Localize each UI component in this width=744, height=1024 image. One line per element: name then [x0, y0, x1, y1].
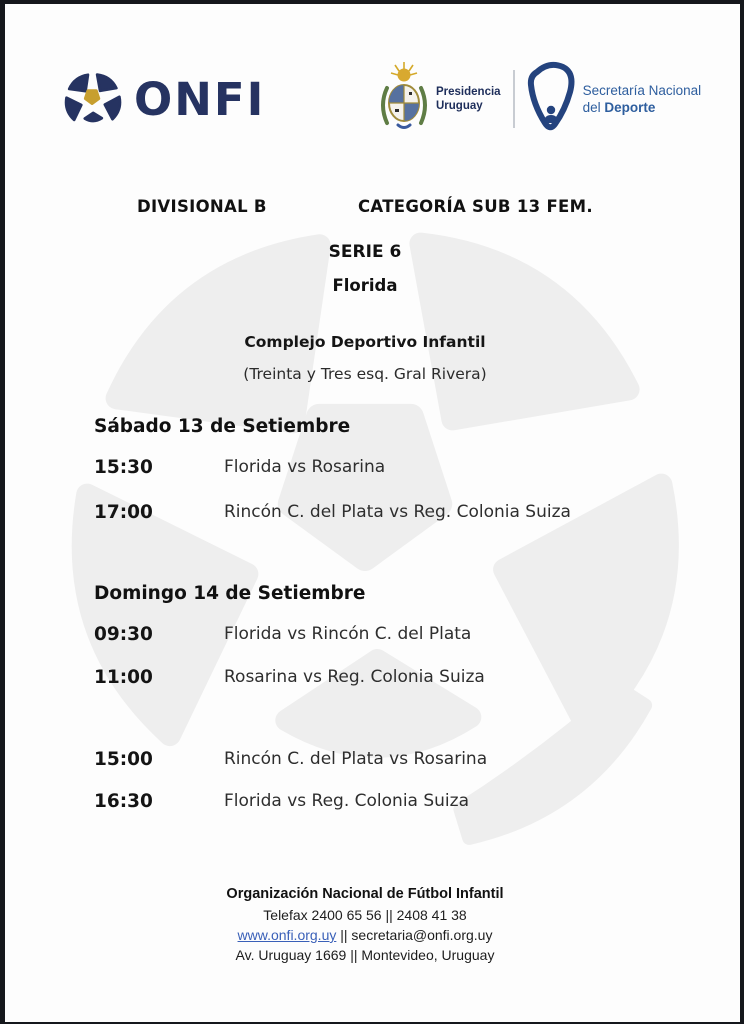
match-time: 11:00: [94, 667, 153, 688]
day-header-sunday: Domingo 14 de Setiembre: [94, 583, 366, 604]
match-fixture: Florida vs Rincón C. del Plata: [224, 624, 472, 644]
logo-divider: [513, 70, 515, 128]
onfi-logo: [64, 70, 265, 128]
footer-contact-line: [5, 927, 730, 943]
serie-title: SERIE 6: [328, 242, 402, 262]
place-title: Florida: [332, 276, 398, 295]
footer-address: Av. Uruguay 1669 || Montevideo, Uruguay: [235, 947, 495, 963]
footer-telefax: Telefax 2400 65 56 || 2408 41 38: [263, 907, 467, 923]
match-fixture: Rosarina vs Reg. Colonia Suiza: [224, 667, 485, 687]
match-fixture: Florida vs Reg. Colonia Suiza: [224, 791, 469, 811]
match-time: 15:30: [94, 457, 153, 478]
footer-email: || secretaria@onfi.org.uy: [336, 927, 493, 943]
division-title: DIVISIONAL B: [137, 197, 267, 216]
match-time: 16:30: [94, 791, 153, 812]
match-time: 09:30: [94, 624, 153, 645]
government-logos: [378, 60, 701, 138]
match-fixture: Rincón C. del Plata vs Reg. Colonia Suiza: [224, 502, 571, 522]
website-link[interactable]: www.onfi.org.uy: [237, 927, 337, 943]
onfi-wordmark: ONFI: [134, 72, 266, 126]
venue-address: (Treinta y Tres esq. Gral Rivera): [243, 365, 487, 383]
snd-logo-icon: [525, 60, 575, 138]
match-fixture: Florida vs Rosarina: [224, 457, 386, 477]
snd-label: Secretaría Nacional del Deporte: [582, 83, 702, 115]
match-time: 17:00: [94, 502, 153, 523]
onfi-ball-icon: [64, 70, 122, 128]
uruguay-coat-of-arms-icon: [378, 61, 430, 137]
match-fixture: Rincón C. del Plata vs Rosarina: [224, 749, 488, 769]
presidencia-label: Presidencia Uruguay: [436, 86, 501, 112]
venue-name: Complejo Deportivo Infantil: [244, 333, 486, 351]
category-title: CATEGORÍA SUB 13 FEM.: [358, 197, 593, 216]
footer-organization: Organización Nacional de Fútbol Infantil: [226, 886, 504, 902]
day-header-saturday: Sábado 13 de Setiembre: [94, 416, 351, 437]
document-page: [5, 4, 740, 1022]
match-time: 15:00: [94, 749, 153, 770]
